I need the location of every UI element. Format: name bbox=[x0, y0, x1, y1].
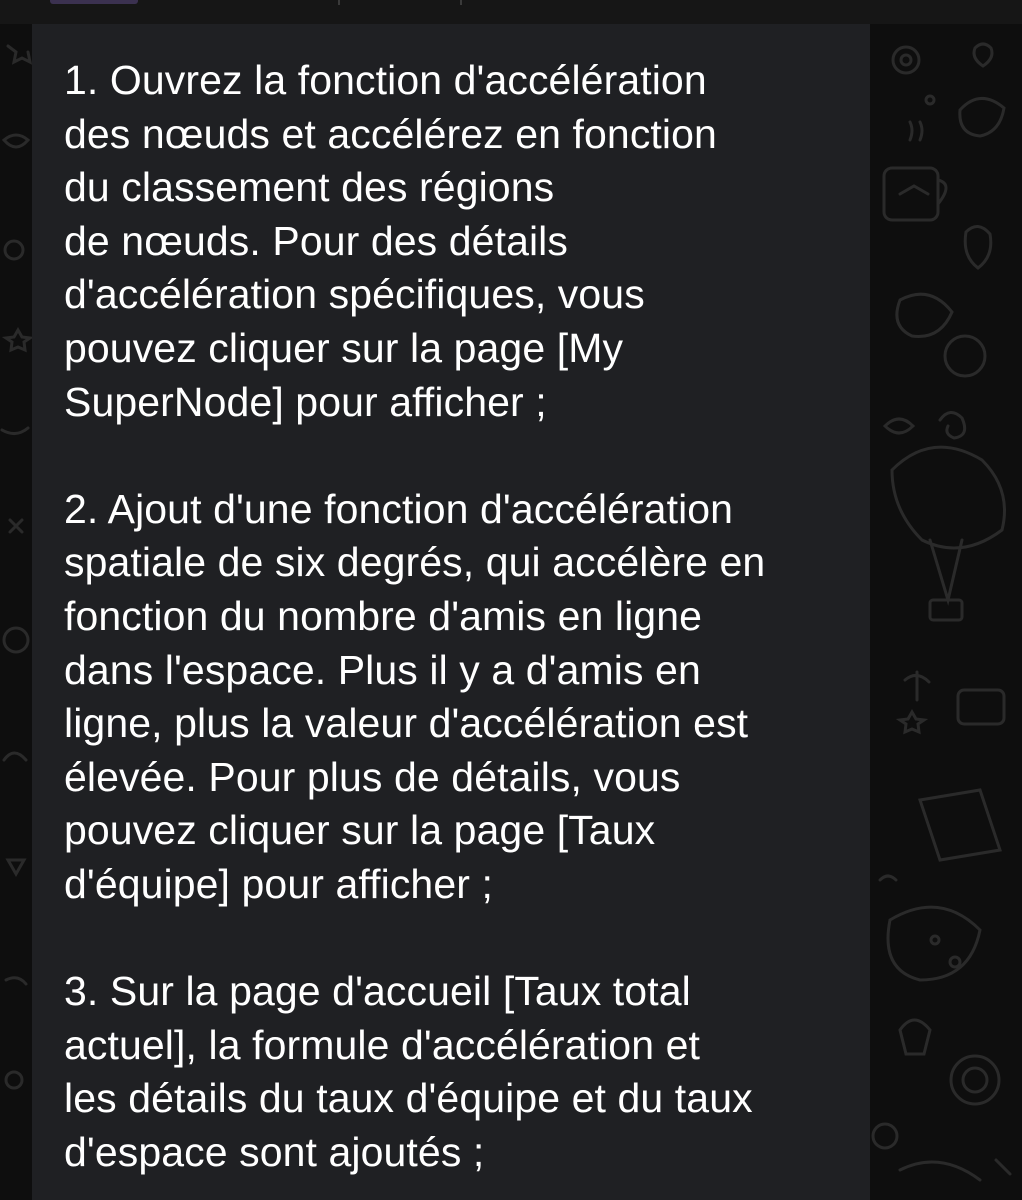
tab-indicator bbox=[50, 0, 138, 4]
message-bubble[interactable] bbox=[32, 24, 870, 1200]
top-bar-remnant bbox=[0, 0, 1022, 24]
divider bbox=[338, 0, 340, 5]
divider bbox=[460, 0, 462, 5]
message-paragraph-2: 2. Ajout d'une fonction d'accélération spatiale de six degrés, qui accélère en fonction du nombre d'amis en ligne dans l'espace. Plus il y a d'amis en ligne, plus la valeur d'accélération est élevée. Pour plus de détails, vous pouvez cliquer sur la page [Taux d'équipe] pour afficher ; bbox=[64, 485, 766, 907]
message-paragraph-3: 3. Sur la page d'accueil [Taux total actuel], la formule d'accélération et les détails du taux d'équipe et du taux d'espace sont ajoutés ; bbox=[64, 968, 753, 1175]
message-paragraph-1: 1. Ouvrez la fonction d'accélération des nœuds et accélérez en fonction du classement des régions de nœuds. Pour des détails d'accélération spécifiques, vous pouvez cliquer sur la page [My SuperNode] pour afficher ; bbox=[64, 57, 717, 425]
